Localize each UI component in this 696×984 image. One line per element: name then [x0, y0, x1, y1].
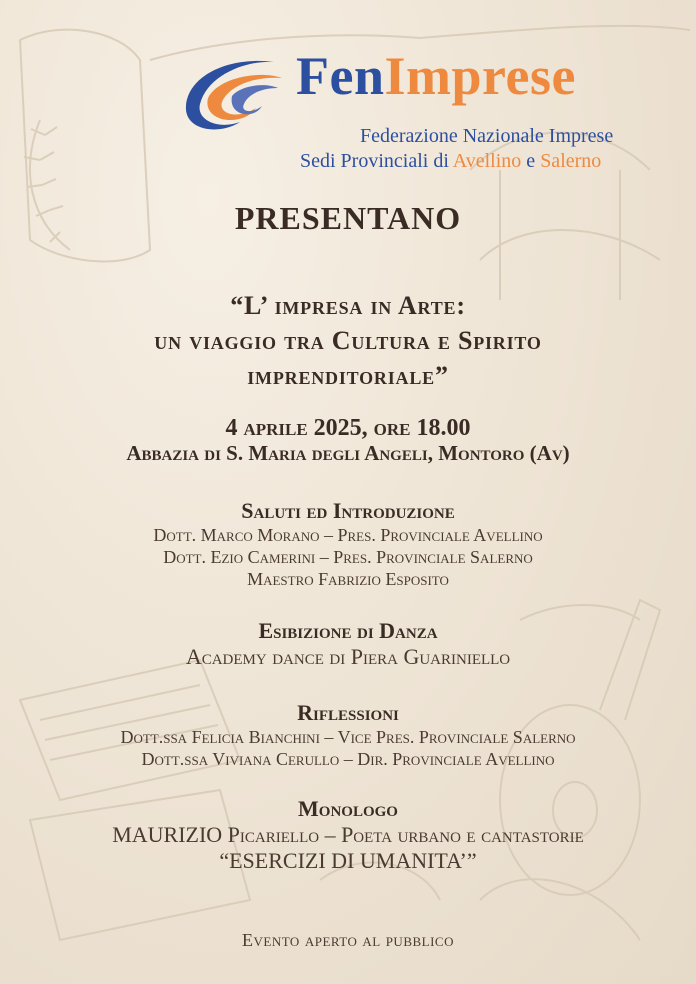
presentano-heading: PRESENTANO [234, 200, 462, 236]
event-title-line: imprenditoriale” [247, 361, 449, 390]
section-riflessioni [0, 700, 696, 770]
section-saluti [0, 498, 696, 590]
section-line: Maestro Fabrizio Esposito [247, 569, 449, 589]
section-heading: Saluti ed Introduzione [241, 498, 455, 523]
section-line: Dott. Ezio Camerini – Pres. Provinciale Salerno [163, 547, 533, 567]
event-title-line: un viaggio tra Cultura e Spirito [154, 326, 542, 355]
section-line: Academy dance di Piera Guariniello [185, 644, 511, 669]
event-place: Abbazia di S. Maria degli Angeli, Montoro (Av) [126, 441, 570, 465]
brand-part-imprese: Imprese [384, 46, 576, 106]
org-city-avellino: Avellino [452, 150, 522, 172]
org-provinces [300, 149, 601, 173]
event-title [0, 288, 696, 393]
org-provinces-and: e [521, 150, 541, 172]
footer-note: Evento aperto al pubblico [242, 930, 454, 950]
section-danza [0, 618, 696, 670]
org-provinces-prefix: Sedi Provinciali di [300, 150, 453, 172]
section-line: Dott. Marco Morano – Pres. Provinciale Avellino [153, 525, 543, 545]
brand-name [296, 44, 576, 108]
section-line: MAURIZIO Picariello – Poeta urbano e cantastorie [112, 822, 584, 847]
section-heading: Esibizione di Danza [258, 618, 438, 643]
org-city-salerno: Salerno [540, 150, 602, 172]
event-date: 4 aprile 2025, ore 18.00 [225, 415, 471, 441]
fenimprese-logo-icon [178, 48, 288, 138]
section-line: Dott.ssa Viviana Cerullo – Dir. Provinciale Avellino [141, 749, 555, 769]
event-title-line: “L’ impresa in Arte: [230, 291, 466, 320]
brand-part-fen: Fen [296, 46, 385, 106]
section-heading: Riflessioni [297, 700, 399, 725]
org-name: Federazione Nazionale Imprese [360, 125, 614, 147]
section-heading: Monologo [298, 796, 398, 821]
section-monologo [0, 796, 696, 874]
section-line: “ESERCIZI DI UMANITA’” [219, 848, 477, 873]
section-line: Dott.ssa Felicia Bianchini – Vice Pres. Provinciale Salerno [120, 727, 576, 747]
